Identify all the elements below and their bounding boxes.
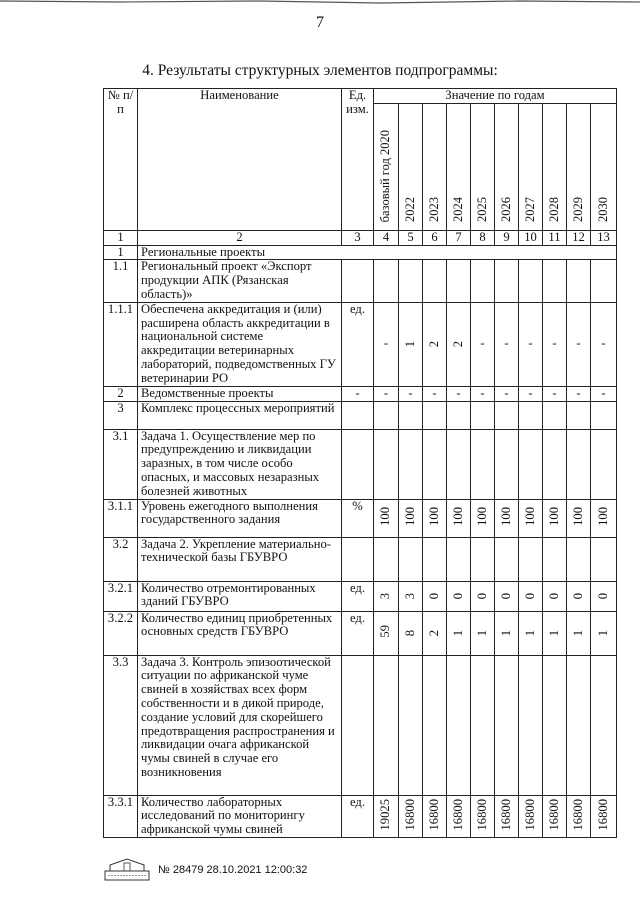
column-index-cell: 9	[495, 230, 519, 245]
row-value-cell	[567, 537, 591, 581]
row-unit: ед.	[342, 302, 374, 386]
row-value-cell	[567, 611, 591, 655]
value-text: 100	[426, 506, 441, 526]
row-value-cell	[471, 386, 495, 401]
row-number: 1	[104, 245, 138, 260]
row-value-cell	[495, 499, 519, 537]
row-value-cell	[471, 499, 495, 537]
value-text: -	[432, 386, 437, 400]
row-value-cell	[423, 429, 447, 499]
row-unit: ед.	[342, 795, 374, 837]
table-row	[104, 655, 617, 795]
row-value-cell	[543, 386, 567, 401]
value-text: 0	[450, 592, 465, 600]
row-value-cell	[447, 401, 471, 429]
value-text: 1	[450, 629, 465, 637]
row-number: 3	[104, 401, 138, 429]
row-number: 3.3.1	[104, 795, 138, 837]
results-table	[103, 88, 617, 838]
row-value-cell	[399, 581, 423, 611]
column-index-cell: 4	[374, 230, 399, 245]
row-unit	[342, 429, 374, 499]
row-value-cell	[543, 302, 567, 386]
row-value-cell	[519, 260, 543, 302]
row-value-cell	[423, 386, 447, 401]
row-value-cell	[423, 302, 447, 386]
row-value-cell	[519, 537, 543, 581]
value-text: 1	[474, 629, 489, 637]
row-value-cell	[374, 401, 399, 429]
row-value-cell	[423, 499, 447, 537]
row-name: Количество единиц приобретенных основных средств ГБУВРО	[138, 611, 342, 655]
row-value-cell	[567, 655, 591, 795]
row-value-cell	[399, 499, 423, 537]
row-number: 3.1.1	[104, 499, 138, 537]
row-value-cell	[543, 260, 567, 302]
row-value-cell	[423, 795, 447, 837]
registry-seal-icon	[104, 857, 150, 883]
header-year-label: базовый год 2020	[378, 129, 393, 222]
column-index-cell: 2	[138, 230, 342, 245]
table-row	[104, 245, 617, 260]
row-number: 3.1	[104, 429, 138, 499]
row-value-cell	[374, 260, 399, 302]
value-text: 19025	[378, 798, 393, 831]
row-value-cell	[399, 429, 423, 499]
row-value-cell	[567, 386, 591, 401]
row-value-cell	[591, 499, 617, 537]
value-text: -	[408, 386, 413, 400]
column-index-cell: 8	[471, 230, 495, 245]
row-unit: ед.	[342, 611, 374, 655]
row-value-cell	[519, 429, 543, 499]
header-year-6	[519, 103, 543, 230]
row-value-cell	[519, 401, 543, 429]
header-year-label: 2025	[474, 197, 489, 222]
row-value-cell	[447, 386, 471, 401]
row-value-cell	[519, 581, 543, 611]
header-year-label: 2030	[595, 197, 610, 222]
row-value-cell	[519, 655, 543, 795]
row-value-cell	[399, 611, 423, 655]
row-value-cell	[591, 655, 617, 795]
section-title: 4. Результаты структурных элементов подпрограммы:	[142, 62, 498, 79]
table-row	[104, 611, 617, 655]
row-value-cell	[447, 260, 471, 302]
results-table-wrapper	[103, 88, 617, 838]
value-text: 16800	[474, 798, 489, 831]
row-value-cell	[471, 581, 495, 611]
row-name: Задача 2. Укрепление материально-технической базы ГБУВРО	[138, 537, 342, 581]
row-value-cell	[543, 655, 567, 795]
value-text: -	[528, 386, 533, 400]
row-number: 2	[104, 386, 138, 401]
value-text: -	[383, 386, 389, 400]
value-text: 0	[474, 592, 489, 600]
row-value-cell	[471, 429, 495, 499]
value-text: 2	[426, 341, 441, 348]
row-value-cell	[374, 611, 399, 655]
row-number: 1.1.1	[104, 302, 138, 386]
value-text: 0	[522, 592, 537, 600]
row-value-cell	[447, 302, 471, 386]
row-name: Задача 3. Контроль эпизоотической ситуации по африканской чуме свиней в хозяйствах всех форм собственности и в дикой природе, создание условий для скорейшего предотвращения распространения и ликвидации очага африканской чумы свиней в случае его возникновения	[138, 655, 342, 795]
row-value-cell	[591, 611, 617, 655]
row-value-cell	[543, 795, 567, 837]
value-text: 1	[546, 629, 561, 637]
row-value-cell	[447, 655, 471, 795]
value-text: 100	[402, 506, 417, 526]
row-value-cell	[495, 655, 519, 795]
header-year-8	[567, 103, 591, 230]
row-name: Комплекс процессных мероприятий	[138, 401, 342, 429]
document-number: № 28479 28.10.2021 12:00:32	[158, 864, 308, 876]
row-value-cell	[495, 611, 519, 655]
header-unit: Ед. изм.	[342, 89, 374, 231]
row-value-cell	[543, 581, 567, 611]
value-text: 8	[402, 629, 417, 637]
value-text: -	[576, 386, 581, 400]
row-value-cell	[423, 537, 447, 581]
value-text: 1	[570, 629, 585, 637]
header-year-3	[447, 103, 471, 230]
column-index-cell: 7	[447, 230, 471, 245]
value-text: 100	[474, 506, 489, 526]
header-year-0	[374, 103, 399, 230]
column-index-cell: 12	[567, 230, 591, 245]
row-name: Задача 1. Осуществление мер по предупреждению и ликвидации заразных, в том числе особо опасных, и массовых незаразных болезней животных	[138, 429, 342, 499]
header-year-5	[495, 103, 519, 230]
row-name: Региональные проекты	[138, 245, 617, 260]
value-text: 16800	[546, 798, 561, 831]
row-value-cell	[471, 655, 495, 795]
value-text: 16800	[450, 798, 465, 831]
value-text: 100	[450, 506, 465, 526]
value-text: 100	[546, 506, 561, 526]
row-value-cell	[471, 260, 495, 302]
row-value-cell	[543, 537, 567, 581]
value-text: 3	[402, 592, 417, 600]
row-value-cell	[374, 795, 399, 837]
row-unit	[342, 260, 374, 302]
value-text: 2	[450, 341, 465, 348]
value-text: -	[480, 336, 485, 351]
row-value-cell	[519, 795, 543, 837]
value-text: 0	[546, 592, 561, 600]
row-value-cell	[591, 429, 617, 499]
row-value-cell	[399, 537, 423, 581]
value-text: -	[456, 386, 461, 400]
table-row	[104, 795, 617, 837]
header-year-7	[543, 103, 567, 230]
value-text: 100	[570, 506, 585, 526]
header-name: Наименование	[138, 89, 342, 231]
row-value-cell	[423, 260, 447, 302]
row-value-cell	[471, 401, 495, 429]
value-text: 2	[426, 629, 441, 637]
column-index-cell: 10	[519, 230, 543, 245]
row-value-cell	[495, 795, 519, 837]
value-text: 1	[402, 341, 417, 348]
row-value-cell	[399, 386, 423, 401]
row-unit: ед.	[342, 581, 374, 611]
row-value-cell	[447, 611, 471, 655]
row-value-cell	[399, 401, 423, 429]
row-value-cell	[423, 581, 447, 611]
table-row	[104, 429, 617, 499]
table-row	[104, 499, 617, 537]
row-value-cell	[374, 581, 399, 611]
row-value-cell	[374, 302, 399, 386]
row-number: 1.1	[104, 260, 138, 302]
value-text: -	[576, 336, 581, 351]
value-text: 59	[378, 624, 393, 638]
header-year-4	[471, 103, 495, 230]
row-value-cell	[374, 499, 399, 537]
row-value-cell	[423, 401, 447, 429]
row-value-cell	[471, 537, 495, 581]
column-index-cell: 5	[399, 230, 423, 245]
row-value-cell	[591, 260, 617, 302]
row-value-cell	[567, 429, 591, 499]
header-num: № п/п	[104, 89, 138, 231]
value-text: 1	[522, 629, 537, 637]
row-value-cell	[423, 655, 447, 795]
row-number: 3.2.2	[104, 611, 138, 655]
row-name: Ведомственные проекты	[138, 386, 342, 401]
value-text: 1	[498, 629, 513, 637]
row-value-cell	[495, 302, 519, 386]
row-value-cell	[447, 581, 471, 611]
value-text: -	[383, 336, 389, 351]
row-name: Региональный проект «Экспорт продукции АПК (Рязанская область)»	[138, 260, 342, 302]
row-name: Количество отремонтированных зданий ГБУВРО	[138, 581, 342, 611]
row-value-cell	[471, 795, 495, 837]
row-value-cell	[399, 260, 423, 302]
value-text: -	[504, 336, 509, 351]
column-index-cell: 6	[423, 230, 447, 245]
header-year-label: 2028	[546, 197, 561, 222]
value-text: -	[528, 336, 533, 351]
value-text: 100	[378, 506, 393, 526]
value-text: 16800	[498, 798, 513, 831]
row-unit: %	[342, 499, 374, 537]
row-name: Обеспечена аккредитация и (или) расширена область аккредитации в национальной системе аккредитации ветеринарных лабораторий, подведомственных ГУ ветеринарии РО	[138, 302, 342, 386]
header-year-label: 2023	[426, 197, 441, 222]
value-text: -	[601, 386, 606, 400]
value-text: 0	[570, 592, 585, 600]
row-value-cell	[447, 429, 471, 499]
row-value-cell	[543, 499, 567, 537]
value-text: 16800	[402, 798, 417, 831]
value-text: -	[552, 386, 557, 400]
row-value-cell	[591, 581, 617, 611]
row-unit	[342, 655, 374, 795]
row-value-cell	[471, 611, 495, 655]
row-value-cell	[543, 611, 567, 655]
row-value-cell	[374, 655, 399, 795]
value-text: -	[552, 336, 557, 351]
header-year-label: 2029	[570, 197, 585, 222]
header-values-by-year: Значение по годам	[374, 89, 617, 104]
row-unit	[342, 401, 374, 429]
row-value-cell	[519, 386, 543, 401]
value-text: 3	[378, 592, 393, 600]
row-value-cell	[591, 401, 617, 429]
row-number: 3.3	[104, 655, 138, 795]
row-value-cell	[447, 537, 471, 581]
table-row	[104, 537, 617, 581]
row-value-cell	[374, 386, 399, 401]
table-row	[104, 581, 617, 611]
row-value-cell	[374, 429, 399, 499]
row-value-cell	[543, 429, 567, 499]
header-year-9	[591, 103, 617, 230]
row-number: 3.2.1	[104, 581, 138, 611]
value-text: 100	[522, 506, 537, 526]
row-value-cell	[591, 302, 617, 386]
row-value-cell	[543, 401, 567, 429]
header-year-label: 2024	[450, 197, 465, 222]
header-year-label: 2027	[522, 197, 537, 222]
row-value-cell	[399, 795, 423, 837]
value-text: 0	[498, 592, 513, 600]
row-value-cell	[447, 795, 471, 837]
column-index-cell: 11	[543, 230, 567, 245]
row-value-cell	[519, 499, 543, 537]
row-value-cell	[567, 795, 591, 837]
table-row	[104, 386, 617, 401]
table-row	[104, 401, 617, 429]
header-year-1	[399, 103, 423, 230]
row-value-cell	[567, 581, 591, 611]
row-value-cell	[399, 302, 423, 386]
row-value-cell	[423, 611, 447, 655]
column-index-cell: 13	[591, 230, 617, 245]
value-text: 0	[426, 592, 441, 600]
header-year-label: 2022	[402, 197, 417, 222]
value-text: 16800	[570, 798, 585, 831]
header-year-2	[423, 103, 447, 230]
row-unit: -	[342, 386, 374, 401]
row-value-cell	[495, 386, 519, 401]
value-text: -	[504, 386, 509, 400]
value-text: 16800	[522, 798, 537, 831]
row-name: Уровень ежегодного выполнения государственного задания	[138, 499, 342, 537]
footer	[104, 857, 307, 883]
row-value-cell	[399, 655, 423, 795]
row-number: 3.2	[104, 537, 138, 581]
row-value-cell	[495, 537, 519, 581]
row-value-cell	[591, 386, 617, 401]
row-value-cell	[495, 260, 519, 302]
row-value-cell	[471, 302, 495, 386]
page-number: 7	[316, 14, 324, 31]
scan-edge-artifact	[0, 0, 640, 6]
row-value-cell	[567, 401, 591, 429]
value-text: 0	[595, 592, 610, 600]
row-value-cell	[519, 611, 543, 655]
column-index-cell: 1	[104, 230, 138, 245]
value-text: -	[480, 386, 485, 400]
row-name: Количество лабораторных исследований по мониторингу африканской чумы свиней	[138, 795, 342, 837]
value-text: -	[601, 336, 606, 351]
row-value-cell	[495, 581, 519, 611]
header-year-label: 2026	[498, 197, 513, 222]
row-value-cell	[495, 401, 519, 429]
column-index-cell: 3	[342, 230, 374, 245]
value-text: 100	[595, 506, 610, 526]
value-text: 1	[595, 629, 610, 637]
row-value-cell	[591, 537, 617, 581]
row-value-cell	[567, 499, 591, 537]
row-value-cell	[567, 260, 591, 302]
row-value-cell	[519, 302, 543, 386]
row-value-cell	[591, 795, 617, 837]
row-value-cell	[567, 302, 591, 386]
row-value-cell	[447, 499, 471, 537]
row-value-cell	[374, 537, 399, 581]
row-unit	[342, 537, 374, 581]
value-text: 100	[498, 506, 513, 526]
table-row	[104, 260, 617, 302]
table-row	[104, 302, 617, 386]
row-value-cell	[495, 429, 519, 499]
value-text: 16800	[595, 798, 610, 831]
value-text: 16800	[426, 798, 441, 831]
